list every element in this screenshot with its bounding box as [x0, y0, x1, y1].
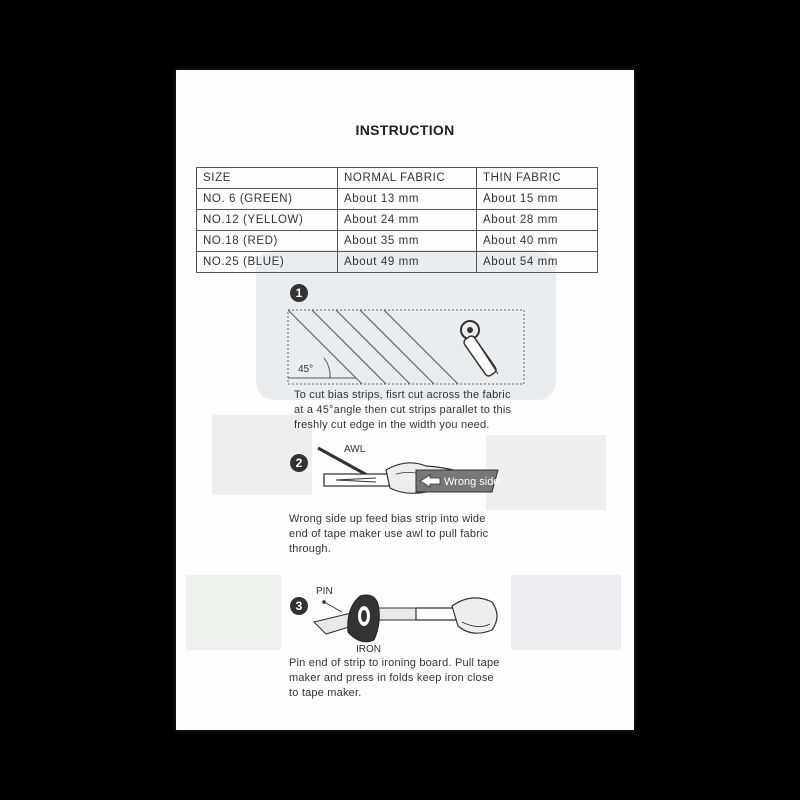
step-2-line: Wrong side up feed bias strip into wide	[289, 513, 486, 525]
step-1-number: 1	[290, 284, 308, 302]
step-2-text	[289, 512, 488, 557]
step-1-line: To cut bias strips, fisrt cut across the fabric	[294, 389, 511, 401]
table-row	[197, 231, 598, 252]
size-table	[196, 167, 598, 273]
cell-size: NO.18 (RED)	[197, 231, 338, 252]
step-2-line: end of tape maker use awl to pull fabric	[289, 528, 489, 540]
bleed-through-image-bottom-left	[186, 575, 281, 650]
step-1-line: freshly cut edge in the width you need.	[294, 419, 490, 431]
header-thin-fabric: THIN FABRIC	[477, 168, 598, 189]
cell-size: NO. 6 (GREEN)	[197, 189, 338, 210]
instruction-sheet	[176, 70, 634, 730]
table-row	[197, 210, 598, 231]
iron-label: IRON	[356, 644, 381, 654]
cell-normal: About 13 mm	[338, 189, 477, 210]
cell-normal: About 49 mm	[338, 252, 477, 273]
step-1-line: at a 45°angle then cut strips parallet to this	[294, 404, 512, 416]
page-title: INSTRUCTION	[355, 122, 455, 138]
table-row	[197, 189, 598, 210]
bleed-through-image-bottom-right	[511, 575, 621, 650]
step-3-ironing-diagram	[312, 582, 502, 654]
step-3-line: Pin end of strip to ironing board. Pull tape	[289, 657, 500, 669]
wrong-side-label: Wrong side	[444, 476, 500, 488]
cell-thin: About 28 mm	[477, 210, 598, 231]
cell-thin: About 15 mm	[477, 189, 598, 210]
cell-normal: About 24 mm	[338, 210, 477, 231]
cell-size: NO.25 (BLUE)	[197, 252, 338, 273]
cell-normal: About 35 mm	[338, 231, 477, 252]
step-2-number: 2	[290, 454, 308, 472]
angle-label: 45°	[298, 364, 314, 375]
step-3-line: maker and press in folds keep iron close	[289, 672, 494, 684]
cell-thin: About 54 mm	[477, 252, 598, 273]
step-2-awl-diagram	[316, 440, 501, 508]
cell-size: NO.12 (YELLOW)	[197, 210, 338, 231]
bleed-through-image-right	[486, 435, 606, 510]
table-header-row	[197, 168, 598, 189]
pin-label: PIN	[316, 586, 333, 597]
step-1-text	[294, 388, 511, 433]
header-size: SIZE	[197, 168, 338, 189]
step-3-line: to tape maker.	[289, 687, 362, 699]
cell-thin: About 40 mm	[477, 231, 598, 252]
step-2-line: through.	[289, 543, 331, 555]
step-3-text	[289, 656, 500, 701]
table-row	[197, 252, 598, 273]
rotary-cutter-icon	[458, 318, 518, 388]
step-3-number: 3	[290, 597, 308, 615]
awl-label: AWL	[344, 444, 366, 455]
header-normal-fabric: NORMAL FABRIC	[338, 168, 477, 189]
